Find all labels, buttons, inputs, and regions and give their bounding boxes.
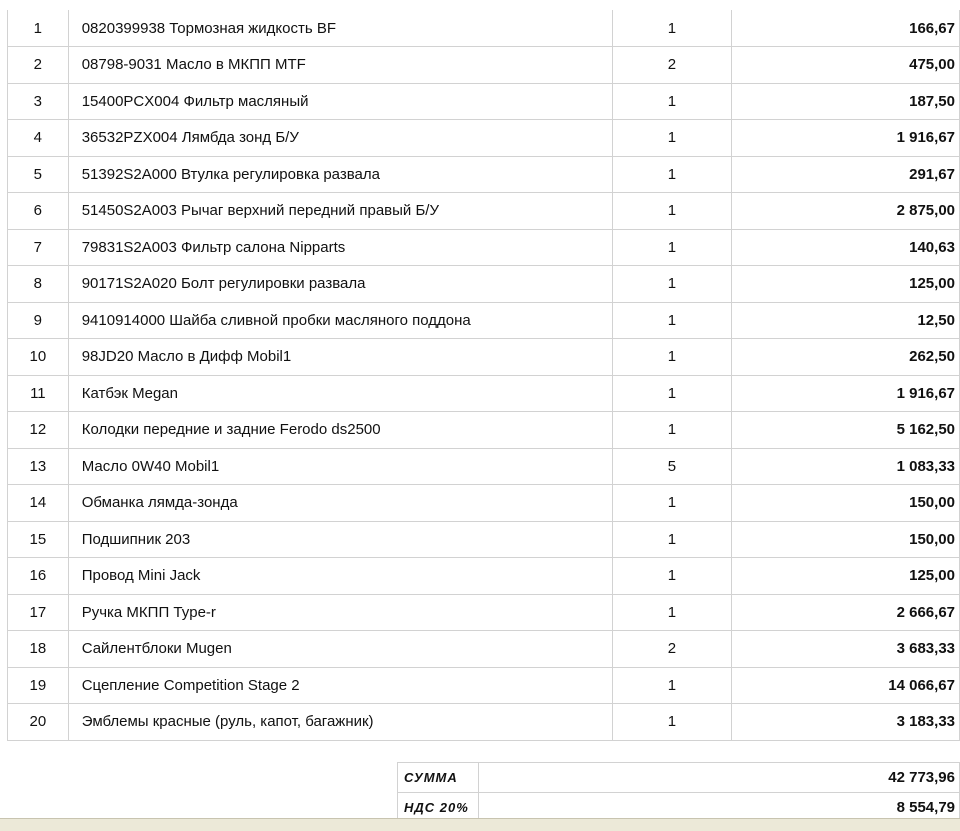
row-number: 9 <box>8 302 69 339</box>
item-sum: 475,00 <box>732 47 960 84</box>
table-row <box>8 485 960 522</box>
row-number: 18 <box>8 631 69 668</box>
totals-value: 42 773,96 <box>479 763 960 793</box>
item-sum: 262,50 <box>732 339 960 376</box>
item-quantity: 1 <box>612 266 731 303</box>
row-number: 5 <box>8 156 69 193</box>
item-name: 98JD20 Масло в Дифф Mobil1 <box>68 339 612 376</box>
row-number: 8 <box>8 266 69 303</box>
item-sum: 150,00 <box>732 485 960 522</box>
table-row <box>8 302 960 339</box>
item-sum: 291,67 <box>732 156 960 193</box>
row-number: 17 <box>8 594 69 631</box>
row-number: 14 <box>8 485 69 522</box>
item-quantity: 1 <box>612 10 731 47</box>
row-number: 12 <box>8 412 69 449</box>
item-name: Обманка лямда-зонда <box>68 485 612 522</box>
item-quantity: 1 <box>612 594 731 631</box>
row-number: 20 <box>8 704 69 741</box>
item-name: 90171S2A020 Болт регулировки развала <box>68 266 612 303</box>
totals-table <box>397 762 960 823</box>
row-number: 11 <box>8 375 69 412</box>
row-number: 19 <box>8 667 69 704</box>
totals-label: СУММА <box>398 763 479 793</box>
row-number: 2 <box>8 47 69 84</box>
row-number: 16 <box>8 558 69 595</box>
item-sum: 2 875,00 <box>732 193 960 230</box>
item-sum: 5 162,50 <box>732 412 960 449</box>
item-name: 15400PCX004 Фильтр масляный <box>68 83 612 120</box>
item-quantity: 1 <box>612 229 731 266</box>
table-row <box>8 704 960 741</box>
item-name: Подшипник 203 <box>68 521 612 558</box>
table-row <box>8 412 960 449</box>
table-row <box>8 156 960 193</box>
item-name: Эмблемы красные (руль, капот, багажник) <box>68 704 612 741</box>
item-name: Катбэк Megan <box>68 375 612 412</box>
item-quantity: 1 <box>612 412 731 449</box>
table-row <box>8 521 960 558</box>
totals-value: 8 554,79 <box>479 793 960 823</box>
table-row <box>8 266 960 303</box>
item-quantity: 1 <box>612 120 731 157</box>
items-table <box>7 10 960 741</box>
item-sum: 1 916,67 <box>732 375 960 412</box>
item-name: Ручка МКПП Type-r <box>68 594 612 631</box>
table-row <box>8 448 960 485</box>
item-name: 08798-9031 Масло в МКПП MTF <box>68 47 612 84</box>
item-sum: 1 083,33 <box>732 448 960 485</box>
item-quantity: 1 <box>612 667 731 704</box>
item-quantity: 1 <box>612 521 731 558</box>
table-row <box>8 667 960 704</box>
item-sum: 12,50 <box>732 302 960 339</box>
item-name: Сцепление Competition Stage 2 <box>68 667 612 704</box>
table-row <box>8 339 960 376</box>
item-name: 51392S2A000 Втулка регулировка развала <box>68 156 612 193</box>
table-row <box>8 10 960 47</box>
item-sum: 166,67 <box>732 10 960 47</box>
item-sum: 125,00 <box>732 558 960 595</box>
item-quantity: 5 <box>612 448 731 485</box>
item-sum: 187,50 <box>732 83 960 120</box>
row-number: 4 <box>8 120 69 157</box>
totals-row <box>398 763 960 793</box>
row-number: 1 <box>8 10 69 47</box>
item-name: Провод Mini Jack <box>68 558 612 595</box>
item-name: Сайлентблоки Mugen <box>68 631 612 668</box>
item-sum: 125,00 <box>732 266 960 303</box>
item-quantity: 1 <box>612 156 731 193</box>
item-name: Масло 0W40 Mobil1 <box>68 448 612 485</box>
table-row <box>8 83 960 120</box>
totals-label: НДС 20% <box>398 793 479 823</box>
window-bottom-bar <box>0 818 960 831</box>
row-number: 6 <box>8 193 69 230</box>
item-quantity: 2 <box>612 631 731 668</box>
item-sum: 1 916,67 <box>732 120 960 157</box>
item-name: Колодки передние и задние Ferodo ds2500 <box>68 412 612 449</box>
item-quantity: 1 <box>612 485 731 522</box>
row-number: 10 <box>8 339 69 376</box>
item-quantity: 1 <box>612 193 731 230</box>
item-sum: 140,63 <box>732 229 960 266</box>
table-row <box>8 631 960 668</box>
row-number: 13 <box>8 448 69 485</box>
row-number: 7 <box>8 229 69 266</box>
item-quantity: 1 <box>612 375 731 412</box>
item-name: 0820399938 Тормозная жидкость BF <box>68 10 612 47</box>
row-number: 3 <box>8 83 69 120</box>
table-row <box>8 120 960 157</box>
table-row <box>8 229 960 266</box>
item-name: 9410914000 Шайба сливной пробки масляного поддона <box>68 302 612 339</box>
item-sum: 14 066,67 <box>732 667 960 704</box>
item-quantity: 1 <box>612 704 731 741</box>
item-quantity: 1 <box>612 302 731 339</box>
table-row <box>8 558 960 595</box>
item-name: 79831S2A003 Фильтр салона Nipparts <box>68 229 612 266</box>
item-sum: 3 683,33 <box>732 631 960 668</box>
table-row <box>8 375 960 412</box>
item-sum: 3 183,33 <box>732 704 960 741</box>
table-row <box>8 47 960 84</box>
item-quantity: 1 <box>612 339 731 376</box>
row-number: 15 <box>8 521 69 558</box>
table-row <box>8 193 960 230</box>
item-sum: 150,00 <box>732 521 960 558</box>
item-quantity: 1 <box>612 558 731 595</box>
items-table-body <box>8 10 960 740</box>
item-quantity: 2 <box>612 47 731 84</box>
totals-table-body <box>398 763 960 823</box>
item-sum: 2 666,67 <box>732 594 960 631</box>
item-quantity: 1 <box>612 83 731 120</box>
item-name: 51450S2A003 Рычаг верхний передний правый Б/У <box>68 193 612 230</box>
table-row <box>8 594 960 631</box>
item-name: 36532PZX004 Лямбда зонд Б/У <box>68 120 612 157</box>
